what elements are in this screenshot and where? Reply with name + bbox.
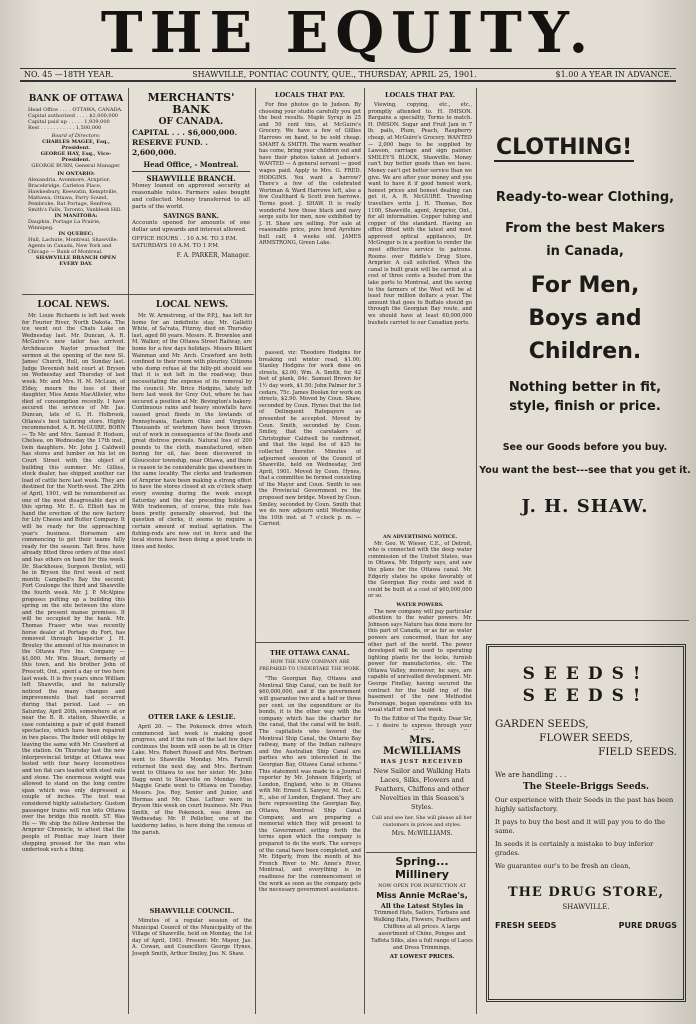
shaw-line: Children.	[528, 339, 642, 364]
otter-lake-head: OTTER LAKE & LESLIE.	[148, 713, 236, 721]
merchants-branch: SHAWVILLE BRANCH.	[132, 171, 250, 183]
council-continued	[259, 350, 361, 640]
council-head: SHAWVILLE COUNCIL.	[149, 907, 235, 915]
spring-title: Spring... Millinery	[395, 855, 449, 881]
shaw-line: See our Goods before you buy.	[502, 442, 668, 453]
locals-text: For fine photos go to Judson. By choosing your studio carefully you get the best results. Maple Syrup in 25 and 50 cent tins, at McGuire's Grocery. We have a few of Gillies Harrows on hand, to be sold cheap. SMART & SMITH. The warm weather has come, bring your children out and have their photos taken at Judson's. WANTED — A general servant — good wages paid. Apply to Mrs. G. FRED. HODGINS. You want a harrow? There's a few of the celebrated Wortman & Ward Harrows left, also a few Coulthard & Scott iron harrows. Terms good. J. SHAW. It is really wonderful how those black and navy serge suits for men, now exhibited by J. H. Shaw are selling. For sale at reasonable price, pure bred Ayrshire bull calf, 4 weeks old. JAMES ARMSTRONG, Green Lake.	[259, 102, 361, 247]
bank-line: Dauphin, Portage La Prairie, Winnipeg.	[28, 219, 101, 231]
locals-column-b	[368, 88, 472, 530]
bank-line: Capital paid up . . . . . 1,939,000	[28, 119, 110, 125]
merchants-savings-text: Accounts opened for amounts of one dollar and upwards and interest allowed.	[132, 220, 250, 233]
merchants-savings: SAVINGS BANK.	[163, 213, 219, 220]
shawville-council-article	[132, 904, 252, 1014]
water-powers-text: The new company will pay particular attention to the water powers. Mr. Johnson says Nature has done more for this part of Canada, or as far as water powers are concerned, than for any other part of the world. The power developed will be used to operating lighting plants for the locks, furnish power for manufactories, etc. The Ottawa Valley, moreover, he says, are capable of unrivalled development. Mr. George Findlay, having secured the contract for the build ing of the basement of the new Methodist Parsonage, began operations with his usual staff of men last week.	[368, 608, 472, 714]
mcwilliams-name: Mrs. McWILLIAMS	[383, 735, 461, 757]
spring-sub: NOW OPEN FOR INSPECTION AT	[378, 883, 466, 889]
ottawa-canal-article	[259, 646, 361, 1014]
column-rule	[128, 88, 129, 1014]
local-news-head: LOCAL NEWS.	[37, 300, 110, 310]
bank-line: CHARLES MAGEE, Esq., President.	[42, 139, 110, 151]
section-divider	[256, 642, 364, 643]
bank-line: IN MANITOBA:	[54, 213, 98, 219]
locals-text: Viewing, copying, etc., etc., promptly attended to. H. IMISON. Bargains a speciality, Terms to match. H. IMISON. Sugar and Fruit Jam in 7 lb. pails, Plum, Peach, Raspberry cheap, at McGuire's Grocery. WANTED — 2,000 bags to be supplied by Lawson, carriage and sign painter. SMILEY'S BLOCK, Shawville. Money can't buy better goods than we have. Money can't get better service than we give. We are after your money and you want to have it if good honest work, honest prices and honest dealing can get it. A. R. McGUIRE. Traveling travellers write J. H. Thomas, Box 1100, Shawville, agent, Arnprior, Ont., for all information. Copper tubing and copper of the standard. Having an office fitted with the latest and most approved optical appliances, Dr. McGregor is in a position to render the most effective service to patrons. Rooms over Riddle's Drug Store, Arnprior. A call solicited. When the canal is built grain will be carried at a cost of three cents a bushel from the lake ports to Montreal, and the saving to the farmers of the West will be at least four million dollars a year. The amount that goes to Buffalo should go through the Georgian Bay route, and we should have at least 60,000,000 bushels carried to our Canadian ports.	[368, 102, 472, 326]
editor-letter: To the Editor of The Equity. Dear Sir, — I desire to express through your	[368, 716, 472, 729]
section-divider	[477, 620, 689, 621]
bank-line: GEORGE BURN, General Manager.	[31, 163, 121, 169]
local-news-column-1	[22, 298, 125, 1014]
merchants-manager: F. A. PARKER, Manager.	[176, 252, 250, 259]
bank-line: IN QUEBEC:	[58, 231, 94, 237]
issue-number: NO. 45 —18TH YEAR.	[24, 70, 114, 79]
council-continued-text: passed, viz: Theodore Hodgins for breaking out winter road, $1.00; Stanley Hodgins for work done on streets, $2.00; Wm. A. Smith, for 42 feet of plank, 84c. Samuel Brown for 1½ day work, $1.50; John Palmer for 3 cedars, 75c. James Doolan for work on streets, $2.90. Moved by Coun. Shaw, seconded by Coun. Hynes that the list of Delinquent Ratepayers as presented be accepted. Moved by Coun. Smith, seconded by Coun. Smiley, that the caretakers of Christopher Caldwell be confirmed, and that the legal fee of $25 be collected therefor. Minutes of adjourned session of the Council of Shawville, held on Wednesday, 3rd April, 1901. Moved by Coun. Hynes, that a committee be formed consisting of the Mayor and Coun. Smith to see the Provincial Government re the proposed new bridge. Moved by Coun. Smiley, seconded by Coun. Smith that we do now adjourn until Wednesday the 10th inst. at 7 o'clock p. m. — Carried.	[259, 350, 361, 528]
bank-line: Capital authorized . . . . $2,000,000	[28, 113, 118, 119]
mcwilliams-ad	[370, 735, 474, 847]
bank-line: GEORGE HAY, Esq., Vice-President.	[40, 151, 112, 163]
merchants-capital: CAPITAL . . . $6,000,000.	[132, 128, 238, 137]
local-news-column-2	[132, 298, 252, 706]
column-rule	[255, 88, 256, 1014]
field-seeds: FIELD SEEDS.	[598, 746, 677, 758]
canal-notice-head: AN ADVERTISING NOTICE.	[382, 534, 458, 540]
seed-brand: The Steele-Briggs Seeds.	[522, 782, 650, 792]
water-powers-head: WATER POWERS.	[396, 601, 444, 608]
section-divider	[22, 294, 254, 295]
fresh-seeds-label: FRESH SEEDS	[495, 921, 557, 930]
merchants-hours: OFFICE HOURS . . 10 A.M. TO 3 P.M. SATURDAYS 10 A.M. TO 1 P.M.	[132, 236, 238, 249]
clothing-heading: CLOTHING!	[496, 135, 633, 160]
handling-text: We are handling . . .	[495, 771, 567, 779]
merchants-subtitle: OF CANADA.	[158, 117, 224, 127]
pure-drugs-label: PURE DRUGS	[618, 921, 677, 930]
canal-text: "The Georgian Bay, Ottawa and Montreal Ship Canal, can be built for $60,000,000, and if the government will guarantee two and a half or three per cent. on the expenditure or its bonds, it is the other way with the company which has the charter for the canal, that the canal will be built. The capitalists who favored the Montreal Ship Canal, the Ontario Bay railway, many of the Indian railways and the Australian Ship Canal are parties who are interested in the Georgian Bay, Ottawa Canal scheme." This statement was made to a Journal reporter by Mr. Johnson Edgerly, of London, England, who is in Ottawa with Mr. Ernest S. Sawyer, M. Inst. C. E., also of London, England. They are here representing the Georgian Bay, Ottawa, Montreal Ship Canal Company, and are preparing a memorial which they will present to the Government setting forth the terms upon which the company is prepared to do the work. The surveys of the canal have been completed, and Mr. Edgerly, from the month of his French River to Mr. Anne's River, Montreal, and everything is in readiness for the commencement of the work as soon as the company gets the necessary government assistance.	[259, 676, 361, 894]
seeds-heading: SEEDS! SEEDS!	[522, 664, 650, 706]
shaw-line: From the best Makers	[505, 221, 665, 236]
locals-head: LOCALS THAT PAY.	[385, 91, 455, 99]
otter-lake-article	[132, 710, 252, 900]
flower-seeds: FLOWER SEEDS,	[539, 732, 633, 744]
shaw-line: You want the best---see that you get it.	[479, 465, 691, 476]
shaw-line: style, finish or price.	[509, 399, 661, 414]
drug-store-seeds-ad	[486, 644, 686, 1002]
subscription-price: $1.00 A YEAR IN ADVANCE.	[555, 70, 672, 79]
drug-text: We guarantee our's to be fresh an clean,	[495, 862, 631, 870]
shaw-line: For Men,	[530, 273, 640, 298]
dateline	[20, 68, 676, 82]
drug-store-town: SHAWVILLE.	[562, 903, 610, 911]
shaw-clothing-ad	[476, 135, 694, 615]
shaw-line: Boys and	[528, 306, 642, 331]
shaw-line: in Canada,	[546, 244, 624, 259]
otter-lake-text: April 20. — The Pokenock drive which commenced last week is making good progress, and if the rain of the last few days continues the boom will soon be all in Otter Lake. Mrs. Robert Russell and Mrs. Bertram went to Shawville Monday. Mrs. Farrell returned the next day, and Mrs. Bertram went to Ottawa to see her sister. Mr. John Dagg went to Shawville on Monday. Miss Maggie Grade went to Ottawa on Tuesday. Messrs. Jos. Roy, Senior and Junior, and Hermas and Mr. Chas. Leftner were in Bryson this week on court business. Mr. Pius Smith, of the Pokenock, was down on Wednesday. Mr. P. Pelletier, one of the taxidermy ladies, is here doing the census of the parish.	[132, 724, 252, 836]
locals-head: LOCALS THAT PAY.	[275, 91, 345, 99]
bank-line: Head Office . . . . OTTAWA, CANADA.	[28, 107, 123, 113]
locals-column-a	[259, 88, 361, 348]
mcwilliams-call: Call and see her. She will please all her customers in prices and styles.	[372, 815, 472, 828]
mcwilliams-sign: Mrs. McWILLIAMS.	[391, 830, 453, 837]
shaw-line: Nothing better in fit,	[508, 380, 662, 395]
drug-text: Our experience with their Seeds in the past has been highly satisfactory.	[495, 796, 674, 813]
merchants-reserve: RESERVE FUND. . 2,600,000.	[132, 138, 208, 157]
bank-line: IN ONTARIO:	[57, 171, 95, 177]
bank-line: SHAWVILLE BRANCH OPEN EVERY DAY.	[35, 255, 117, 267]
mcwilliams-text: New Sailor and Walking Hats Laces, Silks, Flowers and Feathers, Chiffons and other Novelties in this Season's Styles.	[373, 767, 471, 811]
merchants-text: Money loaned on approved security at reasonable rates. Farmers sales bought and collected. Money transferred to all parts of the world.	[132, 183, 250, 210]
spring-name: Miss Annie McRae's,	[376, 891, 468, 900]
bank-title: BANK OF OTTAWA	[28, 94, 124, 104]
column-rule	[364, 88, 365, 1014]
merchants-bank-ad	[132, 92, 250, 290]
drug-text: It pays to buy the best and it will pay you to do the same.	[495, 818, 666, 835]
canal-head: THE OTTAWA CANAL.	[270, 649, 350, 657]
local-news-head: LOCAL NEWS.	[155, 300, 229, 310]
bank-of-ottawa-ad	[28, 92, 124, 288]
masthead	[0, 0, 696, 66]
bank-line: Agents in Canada, New York and Chicago — Bank of Montreal.	[28, 243, 112, 255]
bank-line: Rest . . . . . . . . . . . 1,500,000	[28, 125, 102, 131]
shaw-name: J. H. SHAW.	[521, 496, 649, 517]
drug-text: In seeds it is certainly a mistake to buy inferior grades.	[495, 840, 654, 857]
mcwilliams-sub: HAS JUST RECEIVED	[380, 759, 464, 765]
local-news-text: Mr. Louie Richards is left last week for Fourier River, North Dakota. The ice went out the Chats Lake on Wednesday last. Mr. Duncan, A. R. McGuire's new tailor has arrived. Archdeacon Naylor preached the sermon at the opening of the new St. James' Church, Hull, on Sunday last. Judge Devenish held court at Bryson on Wednesday and Thursday of last week. Mr. and Mrs. H. M. McLean, of Eldey, mourn the loss of their daughter, Miss Annie MacAllister, who died of consumption recently. I have secured the services of Mr. Jas. Duncan, late of G. H. Holbrook, Ottawa's best tailoring store. Highly recommended. A. R. McGUIRE. BORN — To Mr. and Mrs. Samuel P. Hodson, Chelsea, on Wednesday the 17th inst., twin daughters. Mr. John J. Caldwell has stores and lumber on his lot on Court Street with the object of building this summer. Mr. Gillies, stock dealer, has shipped another car load of cattle here last week. They are destined for the North-west. The 29th of April, 1901, will be remembered as one of the most disagreeable days of this spring. Mr. E. G. Elliott has in hand the erection of the new factory for Lily Cheese and Butter Company. It will be ready for the approaching year's business. Horsemen are commencing to get their teams fully ready for the season. Tait Bros. have already fitted three orders of fine steel and has others on hand for this week. Dr. Stackhouse, Surgeon Dentist, will be in Bryson the first week of next month; Campbell's Bay the second; Fort Coulonge the third and Shawville the fourth week. Mr. J. P. McAlpine proposes putting up a building this spring on the site between the store and the present manse premises. It will be occupied by the bank. Mr. Thomas Fraser who was recently horse dealer at Portage du Fort, has removed through Inspector J. H. Brouley the amount of his insurance in the Ottawa Fire Ins. Company — $1,000. Mr. Wm. Stuart, formerly of this town, and his brother John of Prescott, Ont., spent a day or two here last week. It is five years since William left Shawville, and he naturally noticed the many changes and improvements that had occurred during that period. Last — on Saturday, April 20th, somewhere at or near the B. B. station, Shawville, a case containing a pair of gold framed spectacles, which have been repaired in two places. The finder will oblige by leaving the same with Mr. Crawford at the station. On Thursday last the new interprovincial bridge at Ottawa was tested with four heavy locomotives and ten flat cars loaded with steel rails and stone. The enormous weight was allowed to stand on the long centre span which was only depressed a couple of inches. The test was considered highly satisfactory. Gustom passenger trains will run into Ottawa over the bridge this month. ST. Was He — We ship the follow Ambrose the Arnprior Chronicle, to attest that the people of Pontiac may learn their shopping pressed for the man who undertook such a thing.	[22, 313, 125, 854]
newspaper-title: THE EQUITY.	[100, 0, 596, 66]
council-text: Minutes of a regular session of the Municipal Council of the Municipality of the Village of Shawville, held on Monday, the 1st day of April, 1901. Present: Mr. Mayor, Jas. A. Cowan, and Councillors George Hynes, Joseph Smith, Arthur Smiley, Jno. N. Shaw.	[132, 918, 252, 957]
canal-subhead: HOW THE NEW COMPANY ARE PREPARED TO UNDERTAKE THE WORK.	[259, 660, 361, 672]
issue-place-date: SHAWVILLE, PONTIAC COUNTY, QUE., THURSDAY, APRIL 25, 1901.	[192, 70, 477, 79]
bank-line: Board of Directors:	[51, 133, 101, 139]
spring-price: AT LOWEST PRICES.	[389, 954, 455, 960]
shaw-line: Ready-to-wear Clothing,	[495, 190, 675, 205]
garden-seeds: GARDEN SEEDS,	[495, 718, 589, 730]
spring-millinery-ad	[370, 855, 474, 1015]
spring-text: Trimmed Hats, Sailors, Turbans and Walking Hats, Flowers, Feathers and Chiffons at all prices. A large assortment of Chine, Pongee and Taffeta Silks, also a full range of Laces and Dress Trimmings,	[371, 910, 473, 951]
spring-latest: All the Latest Styles in	[380, 902, 464, 910]
section-divider	[366, 852, 476, 853]
canal-continued	[368, 534, 472, 730]
merchants-title: MERCHANTS' BANK	[147, 92, 235, 116]
bank-line: Hull, Lachute, Montreal, Shawville.	[28, 237, 119, 243]
canal-right-text: Mr. Geo. W. Wieser, C.E., of Detroit, who is connected with the deep water commission of the United States, was in Ottawa, Mr. Edgerly says, and saw the plans for the Ottawa canal. Mr. Edgerly states he spoke favorably of the Georgian Bay route and said it could be built at a cost of $60,000,000 or so.	[368, 540, 472, 600]
local-news-text: Mr. W. Armstrong, of the P.P.J., has left for home for an indefinite stay. Mr. Galletti White, of Sa'rata, Fitzroy, died on Thursday last, aged 80 years. Messrs. R. Brownlee and M. Walker, of the Ottawa Street Railway, are home for a few days holidays. Messrs Billard Wainman and Mr. Arch. Crawford are both confined to their room with pleurisy. Citizens who dump refuse at the hilly-pit should see that it is not left in the road-way, thus necessitating the expense of its removal by the council. Mr. Brice Hodgins, lately left here last week for Grey Out, where he has secured a position at Mr. Bevington's bakery. Continuous rains and heavy snowfalls have caused great floods in the lowlands of Pennsylvania, Eastern Ohio and Virginia. Thousands of workmen have been thrown out of work in consequence of the floods and great distress prevails. Natural loss of 200 pounds to the cloth, manufactured, when boring for oil, has been discovered in Gloucester township, near Ottawa, and there is reason to be considerable gas elsewhere in the same locality. The clerks and tradesmen of Arnprior have been making a strong effort to have the stores closed at six o'clock sharp every evening during the week except Saturday and the day preceding holidays. With tradesmen, of course, this rule has been pretty generally observed, but the question of clerks, it seems to require a certain amount of mutual agitation. The fishing-rods are now out in force and the local stores have been doing a good trade in lines and hooks.	[132, 313, 252, 550]
bank-line: Alexandria, Avonmore, Arnprior, Bracebridge, Carleton Place, Hawkesbury, Keewatin, Kemptville, Mattawa, Ottawa, Parry Sound, Pembroke, Rat Portage, Renfrew, Smith's Falls, Toronto, Vankleek Hill.	[28, 177, 122, 213]
merchants-office: Head Office, - Montreal.	[143, 160, 239, 169]
drug-store-name: THE DRUG STORE,	[507, 885, 665, 900]
